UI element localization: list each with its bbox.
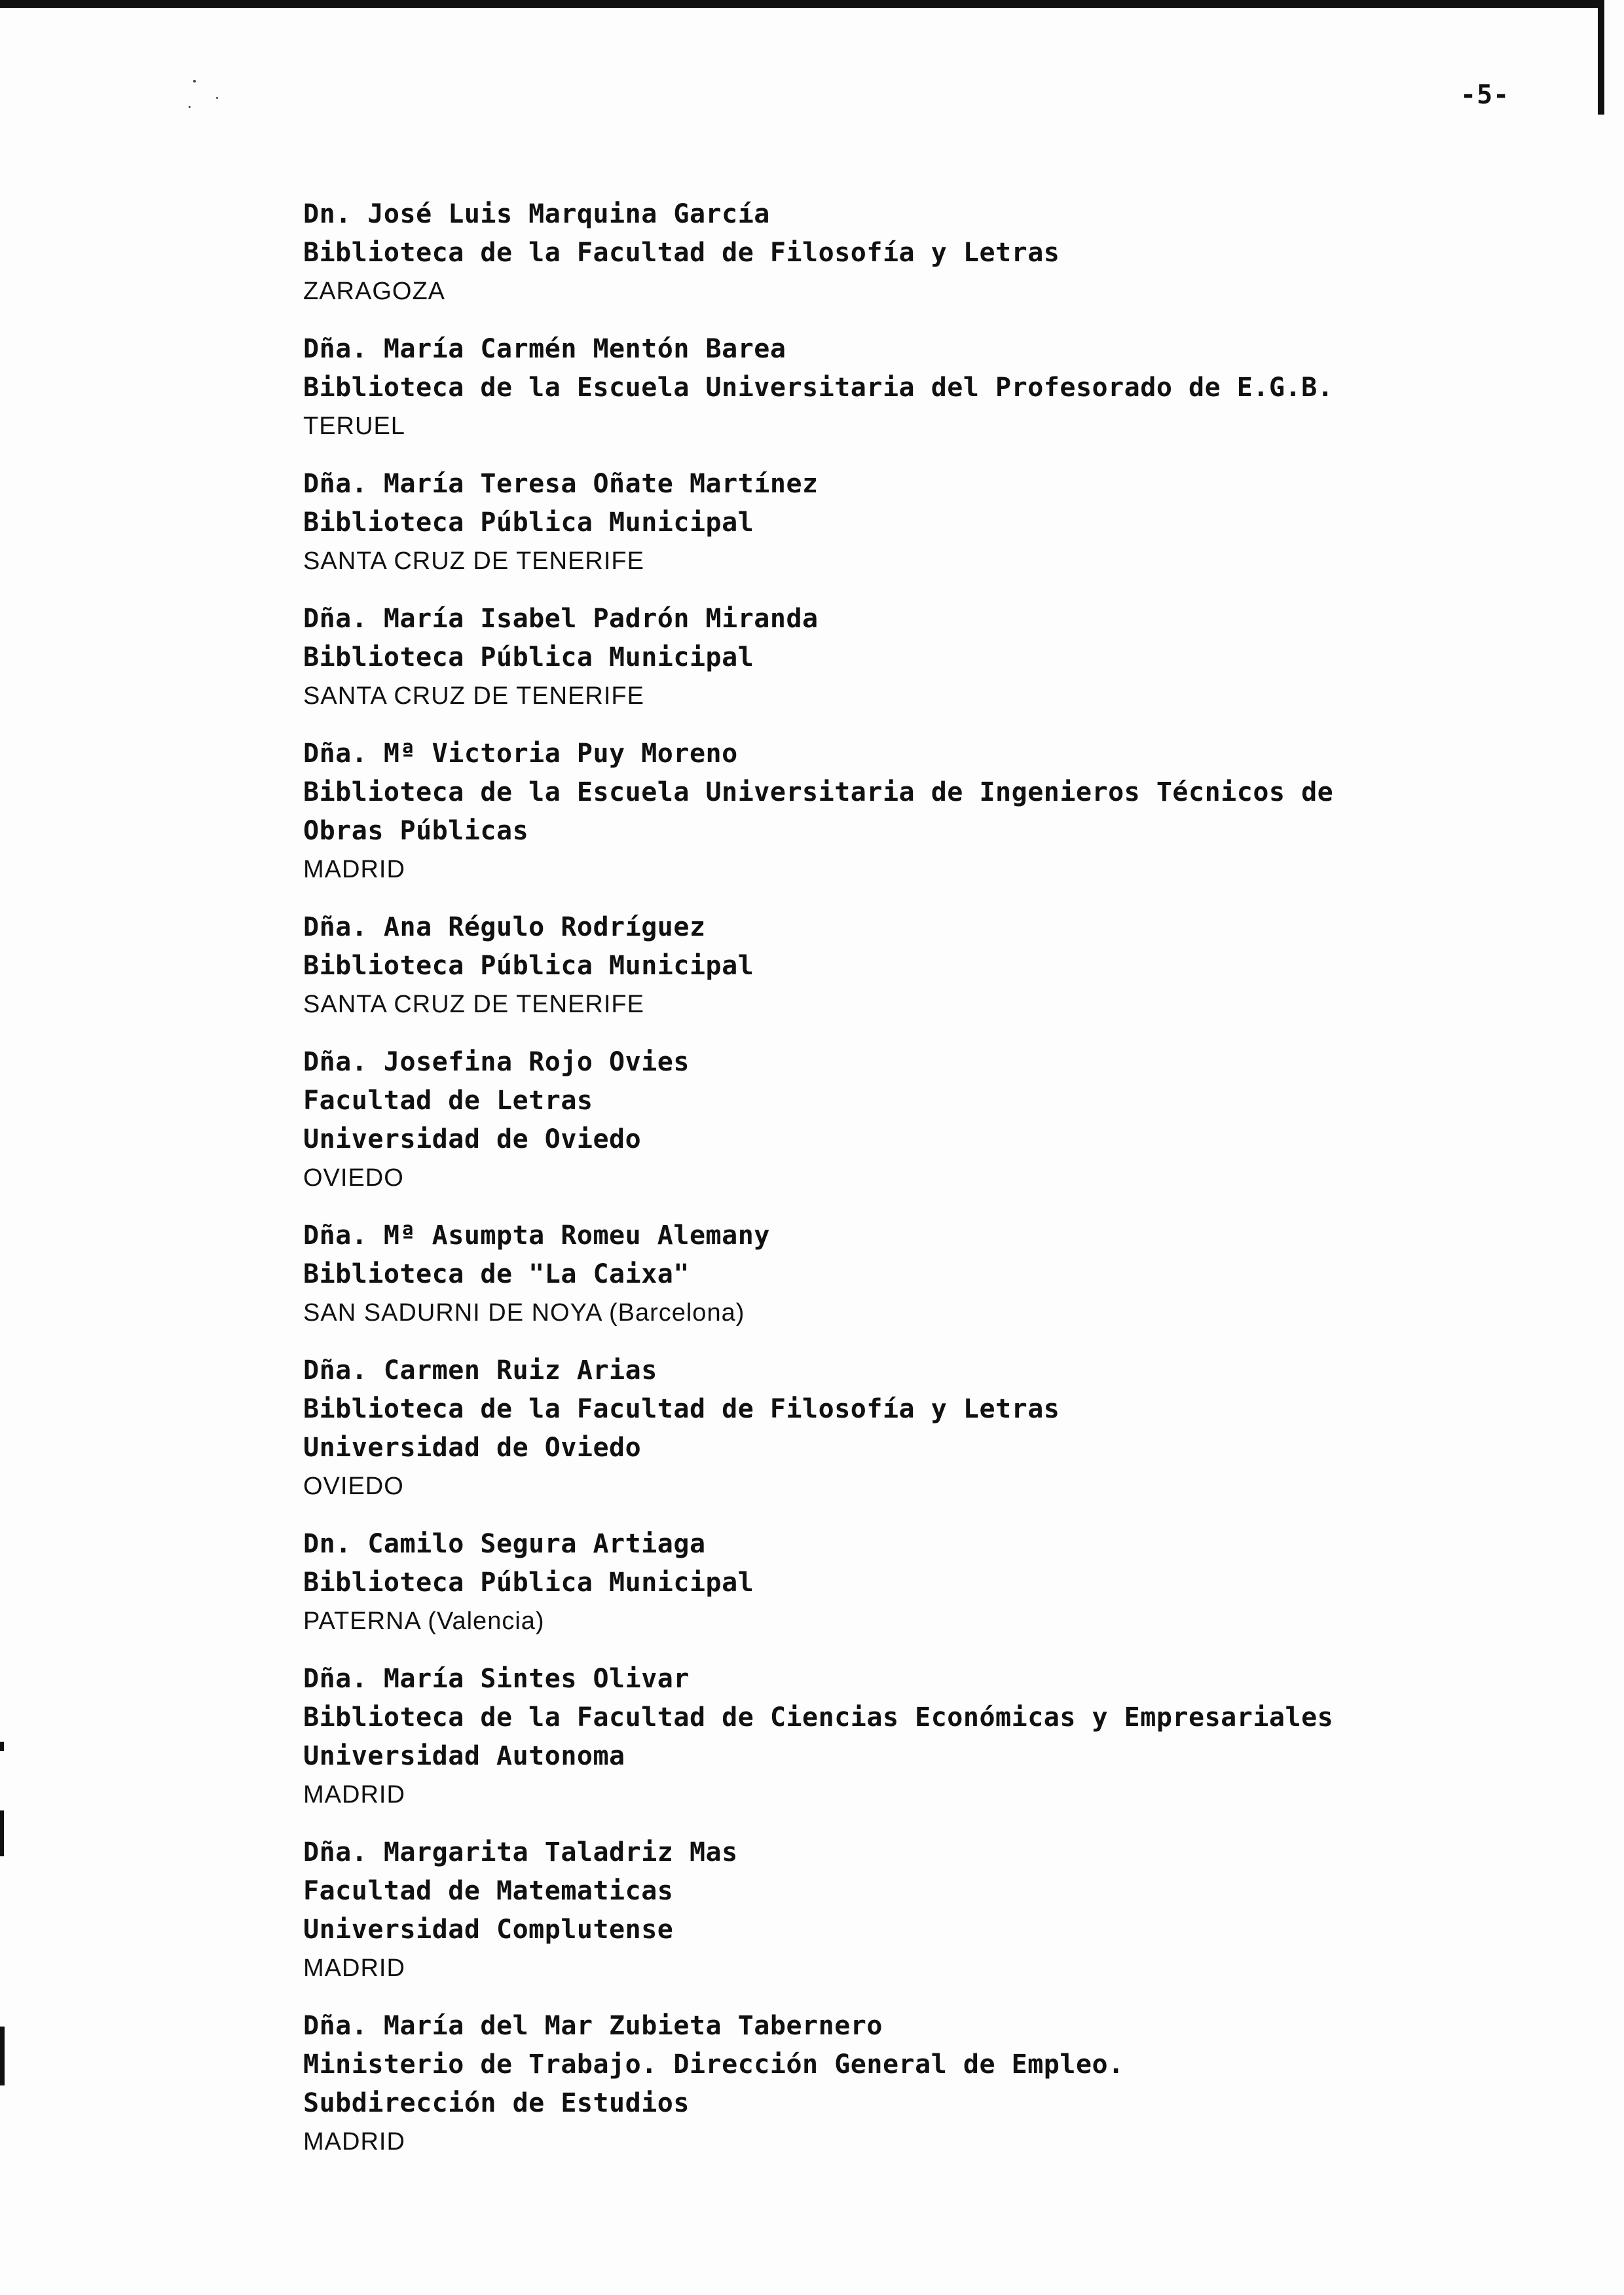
directory-entry <box>303 195 1587 311</box>
institution-line: Biblioteca Pública Municipal <box>303 1568 754 1598</box>
person-name: Dña. Margarita Taladriz Mas <box>303 1837 738 1867</box>
directory-entry <box>303 1217 1587 1332</box>
institution-line: Universidad de Oviedo <box>303 1124 642 1154</box>
speck-3 <box>189 106 191 108</box>
person-name: Dña. Ana Régulo Rodríguez <box>303 912 706 942</box>
scan-mark-left-3 <box>0 2027 5 2085</box>
person-name: Dña. Josefina Rojo Ovies <box>303 1047 690 1077</box>
directory-list <box>303 195 1587 2180</box>
city-line: MADRID <box>303 2128 405 2156</box>
speck-2 <box>216 97 218 99</box>
institution-line: Universidad de Oviedo <box>303 1433 642 1463</box>
institution-line: Universidad Autonoma <box>303 1741 625 1771</box>
city-line: OVIEDO <box>303 1473 404 1500</box>
institution-line: Biblioteca Pública Municipal <box>303 951 754 981</box>
institution-line: Ministerio de Trabajo. Dirección General de Empleo. <box>303 2049 1124 2080</box>
scan-mark-left-2 <box>0 1810 4 1856</box>
directory-entry <box>303 735 1587 889</box>
institution-line: Biblioteca de la Facultad de Filosofía y Letras <box>303 238 1060 268</box>
person-name: Dña. María Teresa Oñate Martínez <box>303 469 819 499</box>
person-name: Dña. Carmen Ruiz Arias <box>303 1355 657 1386</box>
directory-entry <box>303 1525 1587 1641</box>
institution-line: Universidad Complutense <box>303 1915 674 1945</box>
person-name: Dn. José Luis Marquina García <box>303 199 770 229</box>
institution-line: Biblioteca de la Facultad de Filosofía y Letras <box>303 1394 1060 1424</box>
institution-line: Facultad de Matematicas <box>303 1876 674 1906</box>
city-line: MADRID <box>303 1781 405 1808</box>
city-line: SAN SADURNI DE NOYA (Barcelona) <box>303 1299 745 1327</box>
person-name: Dña. María Isabel Padrón Miranda <box>303 604 819 634</box>
institution-line: Biblioteca Pública Municipal <box>303 642 754 672</box>
person-name: Dn. Camilo Segura Artiaga <box>303 1529 706 1559</box>
page-number: -5- <box>1460 80 1510 110</box>
institution-line: Biblioteca Pública Municipal <box>303 507 754 538</box>
institution-line: Facultad de Letras <box>303 1086 593 1116</box>
directory-entry <box>303 1043 1587 1198</box>
directory-entry <box>303 2007 1587 2161</box>
scan-border-right <box>1598 0 1604 115</box>
directory-entry <box>303 908 1587 1024</box>
person-name: Dña. María del Mar Zubieta Tabernero <box>303 2011 883 2041</box>
scan-border-top <box>0 0 1598 8</box>
city-line: SANTA CRUZ DE TENERIFE <box>303 682 644 710</box>
institution-line: Biblioteca de "La Caixa" <box>303 1259 690 1289</box>
city-line: MADRID <box>303 1955 405 1982</box>
directory-entry <box>303 465 1587 581</box>
directory-entry <box>303 330 1587 446</box>
scan-mark-left-1 <box>0 1742 4 1751</box>
institution-line: Biblioteca de la Escuela Universitaria del Profesorado de E.G.B. <box>303 373 1334 403</box>
institution-line: Subdirección de Estudios <box>303 2088 690 2118</box>
directory-entry <box>303 1351 1587 1506</box>
person-name: Dña. María Sintes Olivar <box>303 1664 690 1694</box>
city-line: SANTA CRUZ DE TENERIFE <box>303 547 644 575</box>
directory-entry <box>303 600 1587 716</box>
person-name: Dña. Mª Victoria Puy Moreno <box>303 739 738 769</box>
city-line: PATERNA (Valencia) <box>303 1607 545 1635</box>
city-line: MADRID <box>303 856 405 883</box>
directory-entry <box>303 1833 1587 1988</box>
city-line: OVIEDO <box>303 1164 404 1192</box>
institution-line: Biblioteca de la Facultad de Ciencias Económicas y Empresariales <box>303 1702 1334 1733</box>
institution-line: Obras Públicas <box>303 816 529 846</box>
city-line: TERUEL <box>303 413 405 440</box>
speck-1 <box>193 80 196 83</box>
person-name: Dña. Mª Asumpta Romeu Alemany <box>303 1221 770 1251</box>
city-line: SANTA CRUZ DE TENERIFE <box>303 991 644 1018</box>
directory-entry <box>303 1660 1587 1814</box>
person-name: Dña. María Carmén Mentón Barea <box>303 334 786 364</box>
institution-line: Biblioteca de la Escuela Universitaria de Ingenieros Técnicos de <box>303 777 1334 807</box>
city-line: ZARAGOZA <box>303 278 446 305</box>
